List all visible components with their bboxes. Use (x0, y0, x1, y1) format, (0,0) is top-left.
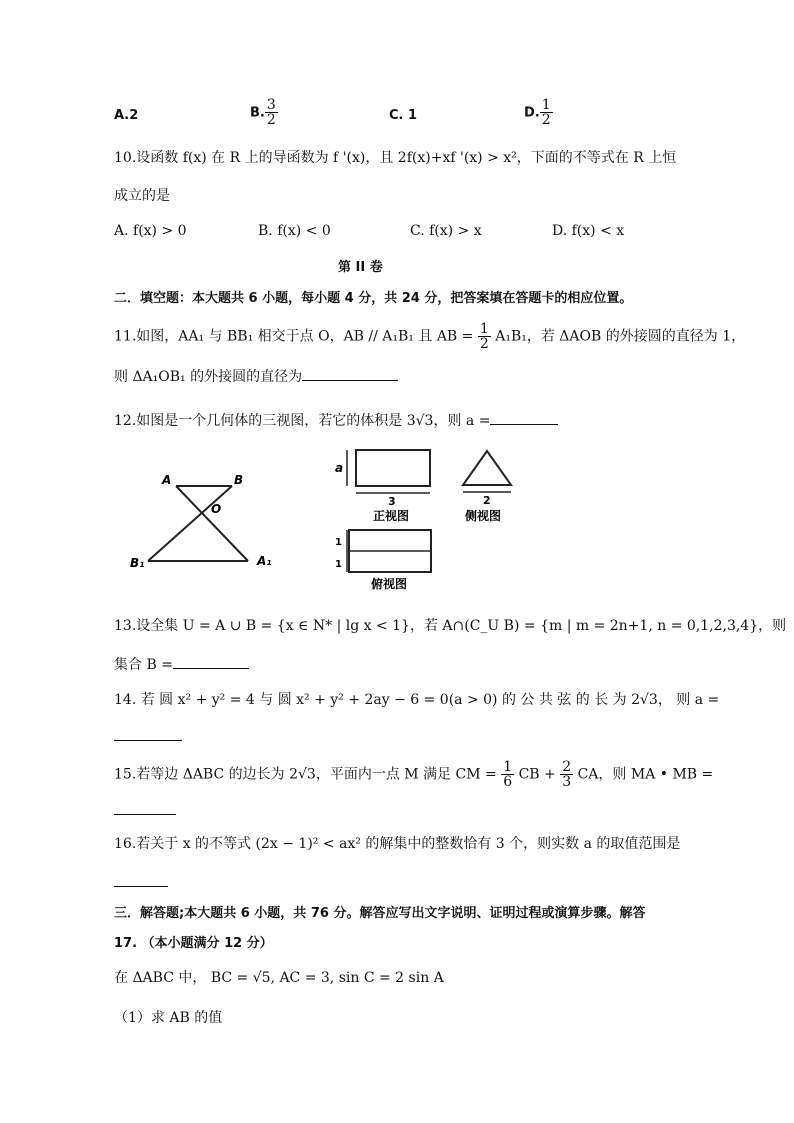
q17-title: 17. （本小题满分 12 分） (114, 936, 273, 951)
side-view-triangle (463, 451, 511, 485)
front-width-label: 3 (388, 495, 396, 508)
side-view-caption: 侧视图 (465, 509, 502, 523)
fraction-numerator: 1 (503, 759, 513, 775)
q9-option-d-fraction (540, 98, 553, 127)
q10-option-d: D. f(x) < x (552, 223, 625, 239)
label-b1: B₁ (130, 556, 145, 570)
figure-three-views (325, 442, 535, 594)
answer-blank (490, 410, 558, 425)
answer-blank (114, 726, 182, 741)
q15-line-1 (114, 760, 713, 789)
q16-line-2 (114, 872, 168, 893)
section-title: 第 II 卷 (338, 260, 383, 275)
q13-line-1: 13.设全集 U = A ∪ B = {x ∈ N* | lg x < 1}，若 A∩(C_U B) = {m | m = 2n+1, n = 0,1,2,3,4}，则 (114, 618, 787, 634)
q9-option-b-prefix: B. (250, 105, 265, 121)
fraction-denominator: 6 (503, 774, 513, 790)
fraction-numerator: 2 (562, 759, 572, 775)
q15-fraction-2 (560, 760, 573, 789)
q11-fraction (478, 322, 491, 351)
fraction-numerator: 1 (479, 321, 489, 337)
front-view-caption: 正视图 (373, 509, 410, 523)
q11-text-post: A₁B₁，若 ΔAOB 的外接圆的直径为 1， (495, 328, 746, 345)
fraction-denominator: 2 (266, 112, 276, 128)
q10-line-1: 10.设函数 f(x) 在 R 上的导函数为 f '(x)，且 2f(x)+xf '(x) > x²，下面的不等式在 R 上恒 (114, 150, 677, 166)
top-height-label-2: 1 (335, 559, 342, 570)
q15-line-2 (114, 800, 176, 821)
label-a: A (162, 473, 172, 487)
q14-line-2 (114, 726, 182, 747)
fill-in-header: 二．填空题：本大题共 6 小题，每小题 4 分，共 24 分，把答案填在答题卡的相应位置。 (114, 291, 633, 306)
q14-line-1: 14. 若 圆 x² + y² = 4 与 圆 x² + y² + 2ay − 6 = 0(a > 0) 的 公 共 弦 的 长 为 2√3， 则 a = (114, 692, 720, 708)
q11-text-pre: 11.如图，AA₁ 与 BB₁ 相交于点 O，AB // A₁B₁ 且 AB = (114, 328, 474, 345)
fraction-denominator: 2 (479, 336, 489, 352)
answer-section-header: 三．解答题;本大题共 6 小题，共 76 分。解答应写出文字说明、证明过程或演算步骤。解答 (114, 906, 646, 921)
q11-line-1 (114, 322, 745, 351)
q9-option-b-fraction (265, 98, 278, 127)
q12-line-1 (114, 410, 558, 431)
q9-option-d (524, 98, 553, 127)
answer-blank (173, 654, 249, 669)
q11-line-2 (114, 366, 398, 387)
q10-option-a: A. f(x) > 0 (114, 223, 187, 239)
label-b: B (234, 473, 244, 487)
q16-line-1: 16.若关于 x 的不等式 (2x − 1)² < ax² 的解集中的整数恰有 3 个，则实数 a 的取值范围是 (114, 836, 681, 852)
q15-text-mid: CB + (518, 766, 556, 783)
q9-option-d-prefix: D. (524, 105, 540, 121)
q17-part-1: （1）求 AB 的值 (114, 1010, 223, 1026)
figure-crossed-triangles (120, 440, 290, 580)
front-view-rect (356, 450, 430, 486)
answer-blank (114, 800, 176, 815)
top-height-label-1: 1 (335, 537, 342, 548)
q12-text: 12.如图是一个几何体的三视图，若它的体积是 3√3，则 a = (114, 413, 491, 429)
top-view-caption: 俯视图 (371, 577, 408, 591)
label-a1: A₁ (257, 554, 272, 568)
segment-bb1 (148, 486, 232, 561)
answer-blank (114, 872, 168, 887)
q13-line-2 (114, 654, 249, 675)
q13-text-line-2: 集合 B = (114, 657, 173, 673)
answer-blank (302, 366, 398, 381)
q10-line-2: 成立的是 (114, 188, 170, 204)
q9-option-c: C. 1 (389, 108, 418, 123)
fraction-numerator: 3 (266, 97, 276, 113)
fraction-denominator: 2 (541, 112, 551, 128)
q10-option-b: B. f(x) < 0 (258, 223, 331, 239)
q15-fraction-1 (501, 760, 514, 789)
front-height-label: a (335, 461, 344, 475)
label-o: O (211, 502, 222, 516)
q11-text-line-2: 则 ΔA₁OB₁ 的外接圆的直径为 (114, 369, 303, 385)
q15-text-pre: 15.若等边 ΔABC 的边长为 2√3，平面内一点 M 满足 CM = (114, 766, 497, 783)
fraction-denominator: 3 (562, 774, 572, 790)
q15-text-post: CA，则 MA • MB = (577, 766, 714, 783)
q9-option-b (250, 98, 278, 127)
q10-option-c: C. f(x) > x (410, 223, 482, 239)
side-width-label: 2 (483, 494, 491, 507)
segment-aa1 (176, 486, 248, 561)
fraction-numerator: 1 (541, 97, 551, 113)
q17-given: 在 ΔABC 中， BC = √5, AC = 3, sin C = 2 sin A (114, 970, 444, 986)
q9-option-a: A.2 (114, 108, 139, 123)
